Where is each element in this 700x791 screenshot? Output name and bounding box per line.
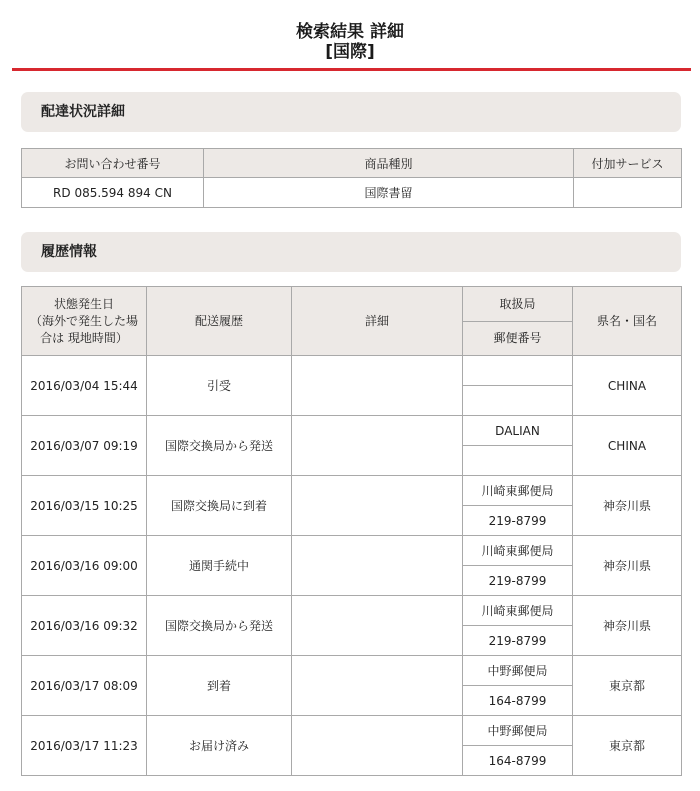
history-office-cell: 中野郵便局: [463, 656, 573, 686]
history-postal-code-cell: 219-8799: [463, 506, 573, 536]
history-region-cell: 神奈川県: [573, 596, 682, 656]
column-header-region: 県名・国名: [573, 287, 682, 356]
history-region-cell: CHINA: [573, 356, 682, 416]
history-status-cell: 国際交換局に到着: [147, 476, 292, 536]
history-postal-code-cell: [463, 446, 573, 476]
column-header-postal-code: 郵便番号: [463, 322, 573, 356]
history-date-cell: 2016/03/16 09:32: [22, 596, 147, 656]
column-header-date-line1: 状態発生日: [53, 296, 114, 311]
additional-service-cell: [574, 178, 682, 208]
history-row: [22, 596, 682, 626]
page-subtitle: [国際]: [325, 42, 375, 62]
history-row: [22, 476, 682, 506]
history-detail-cell: [292, 416, 463, 476]
column-header-detail: 詳細: [292, 287, 463, 356]
history-region-cell: CHINA: [573, 416, 682, 476]
section-header-delivery-status: 配達状況詳細: [21, 92, 681, 132]
history-region-cell: 神奈川県: [573, 476, 682, 536]
tracking-number-cell: RD 085.594 894 CN: [22, 178, 204, 208]
column-header-item-type: 商品種別: [204, 149, 574, 178]
history-office-cell: 川崎東郵便局: [463, 476, 573, 506]
history-office-cell: DALIAN: [463, 416, 573, 446]
history-office-cell: [463, 356, 573, 386]
page-title-text: 検索結果 詳細: [296, 22, 404, 42]
history-detail-cell: [292, 596, 463, 656]
history-table: [21, 286, 682, 776]
history-status-cell: 引受: [147, 356, 292, 416]
history-row: [22, 716, 682, 746]
history-region-cell: 神奈川県: [573, 536, 682, 596]
history-office-cell: 中野郵便局: [463, 716, 573, 746]
history-status-cell: 国際交換局から発送: [147, 416, 292, 476]
history-postal-code-cell: [463, 386, 573, 416]
history-region-cell: 東京都: [573, 656, 682, 716]
history-status-cell: お届け済み: [147, 716, 292, 776]
history-row: [22, 416, 682, 446]
history-detail-cell: [292, 716, 463, 776]
history-postal-code-cell: 219-8799: [463, 566, 573, 596]
delivery-status-row: [22, 178, 682, 208]
history-postal-code-cell: 164-8799: [463, 686, 573, 716]
delivery-status-header-row: [22, 149, 682, 178]
history-date-cell: 2016/03/04 15:44: [22, 356, 147, 416]
history-date-cell: 2016/03/17 08:09: [22, 656, 147, 716]
column-header-date-line2: （海外で発生した場: [29, 313, 138, 328]
column-header-additional-service: 付加サービス: [574, 149, 682, 178]
history-row: [22, 536, 682, 566]
section-header-history: 履歴情報: [21, 232, 681, 272]
history-date-cell: 2016/03/15 10:25: [22, 476, 147, 536]
history-date-cell: 2016/03/07 09:19: [22, 416, 147, 476]
column-header-tracking-number: お問い合わせ番号: [22, 149, 204, 178]
history-status-cell: 到着: [147, 656, 292, 716]
history-row: [22, 656, 682, 686]
history-detail-cell: [292, 656, 463, 716]
page-title: [0, 22, 700, 62]
column-header-office: 取扱局: [463, 287, 573, 322]
history-postal-code-cell: 164-8799: [463, 746, 573, 776]
title-divider: [12, 68, 691, 71]
history-office-cell: 川崎東郵便局: [463, 536, 573, 566]
column-header-date: [22, 287, 147, 356]
history-detail-cell: [292, 356, 463, 416]
history-date-cell: 2016/03/17 11:23: [22, 716, 147, 776]
history-postal-code-cell: 219-8799: [463, 626, 573, 656]
item-type-cell: 国際書留: [204, 178, 574, 208]
history-header-row: [22, 287, 682, 322]
history-row: [22, 356, 682, 386]
history-detail-cell: [292, 536, 463, 596]
history-date-cell: 2016/03/16 09:00: [22, 536, 147, 596]
column-header-date-line3: 合は 現地時間）: [40, 330, 128, 345]
history-detail-cell: [292, 476, 463, 536]
history-region-cell: 東京都: [573, 716, 682, 776]
column-header-status: 配送履歴: [147, 287, 292, 356]
history-status-cell: 国際交換局から発送: [147, 596, 292, 656]
history-status-cell: 通関手続中: [147, 536, 292, 596]
delivery-status-table: [21, 148, 682, 208]
history-office-cell: 川崎東郵便局: [463, 596, 573, 626]
